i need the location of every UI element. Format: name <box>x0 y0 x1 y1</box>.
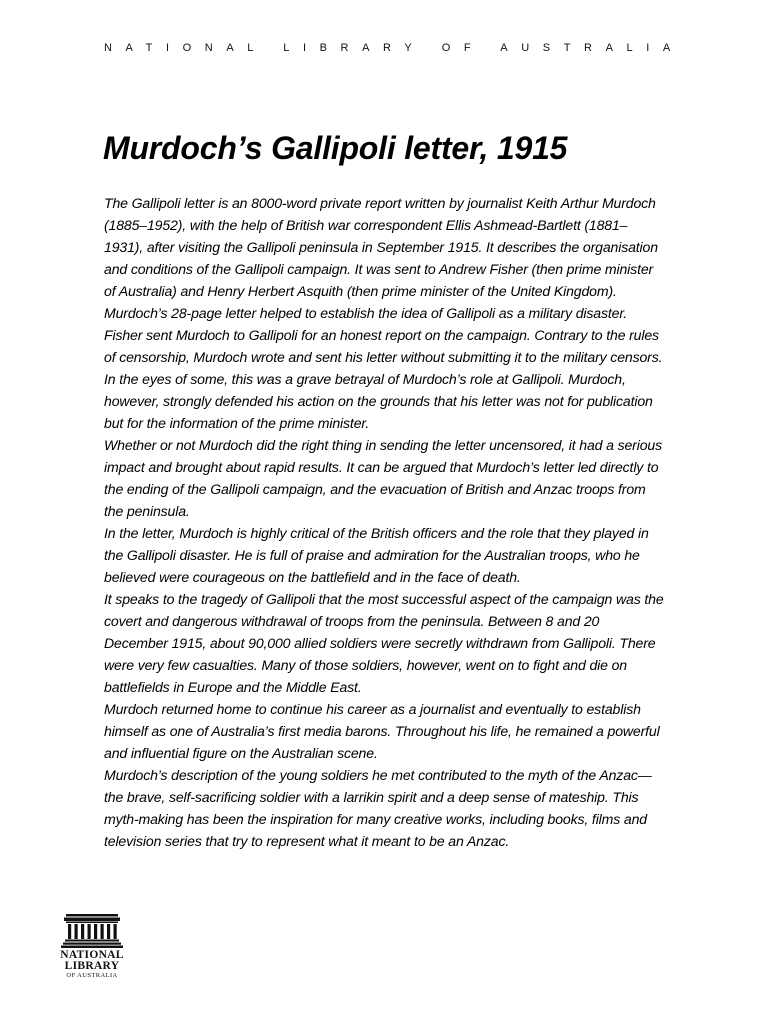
paragraph: Murdoch returned home to continue his career as a journalist and eventually to establish himself as one of Australia’s first media barons. Throughout his life, he remained a powerful and influential figure on the Australian scene. <box>104 701 660 761</box>
logo-text-national: NATIONAL <box>60 949 124 961</box>
paragraph: Whether or not Murdoch did the right thing in sending the letter uncensored, it had a serious impact and brought about rapid results. It can be argued that Murdoch’s letter led directly to the ending of the Gallipoli campaign, and the evacuation of British and Anzac troops from the peninsula. <box>104 437 662 519</box>
logo-text-library: LIBRARY <box>64 960 120 972</box>
library-logo <box>56 912 128 992</box>
header-org-name: NATIONAL LIBRARY OF AUSTRALIA <box>104 42 684 54</box>
paragraph: In the letter, Murdoch is highly critical of the British officers and the role that they played in the Gallipoli disaster. He is full of praise and admiration for the Australian troops, who he believed were courageous on the battlefield and in the face of death. <box>104 525 649 585</box>
paragraph: Murdoch’s description of the young soldiers he met contributed to the myth of the Anzac—the brave, self-sacrificing soldier with a larrikin spirit and a deep sense of mateship. This myth-making has been the inspiration for many creative works, including books, films and television series that try to represent what it meant to be an Anzac. <box>104 767 652 849</box>
logo-text-of-australia: OF AUSTRALIA <box>66 972 118 979</box>
library-building-icon <box>60 912 124 950</box>
paragraph: It speaks to the tragedy of Gallipoli that the most successful aspect of the campaign was the covert and dangerous withdrawal of troops from the peninsula. Between 8 and 20 December 1915, about 90,000 allied soldiers were secretly withdrawn from Gallipoli. There were very few casualties. Many of those soldiers, however, went on to fight and die on battlefields in Europe and the Middle East. <box>104 591 664 695</box>
page-title: Murdoch’s Gallipoli letter, 1915 <box>103 130 568 166</box>
paragraph: The Gallipoli letter is an 8000-word private report written by journalist Keith Arthur Murdoch (1885–1952), with the help of British war correspondent Ellis Ashmead-Bartlett (1881–1931), after visiting the Gallipoli peninsula in September 1915. It describes the organisation and conditions of the Gallipoli campaign. It was sent to Andrew Fisher (then prime minister of Australia) and Henry Herbert Asquith (then prime minister of the United Kingdom). Murdoch’s 28-page letter helped to establish the idea of Gallipoli as a military disaster. <box>104 195 658 321</box>
article-body <box>104 192 666 852</box>
paragraph: Fisher sent Murdoch to Gallipoli for an honest report on the campaign. Contrary to the rules of censorship, Murdoch wrote and sent his letter without submitting it to the military censors. In the eyes of some, this was a grave betrayal of Murdoch’s role at Gallipoli. Murdoch, however, strongly defended his action on the grounds that his letter was not for publication but for the information of the prime minister. <box>104 327 663 431</box>
